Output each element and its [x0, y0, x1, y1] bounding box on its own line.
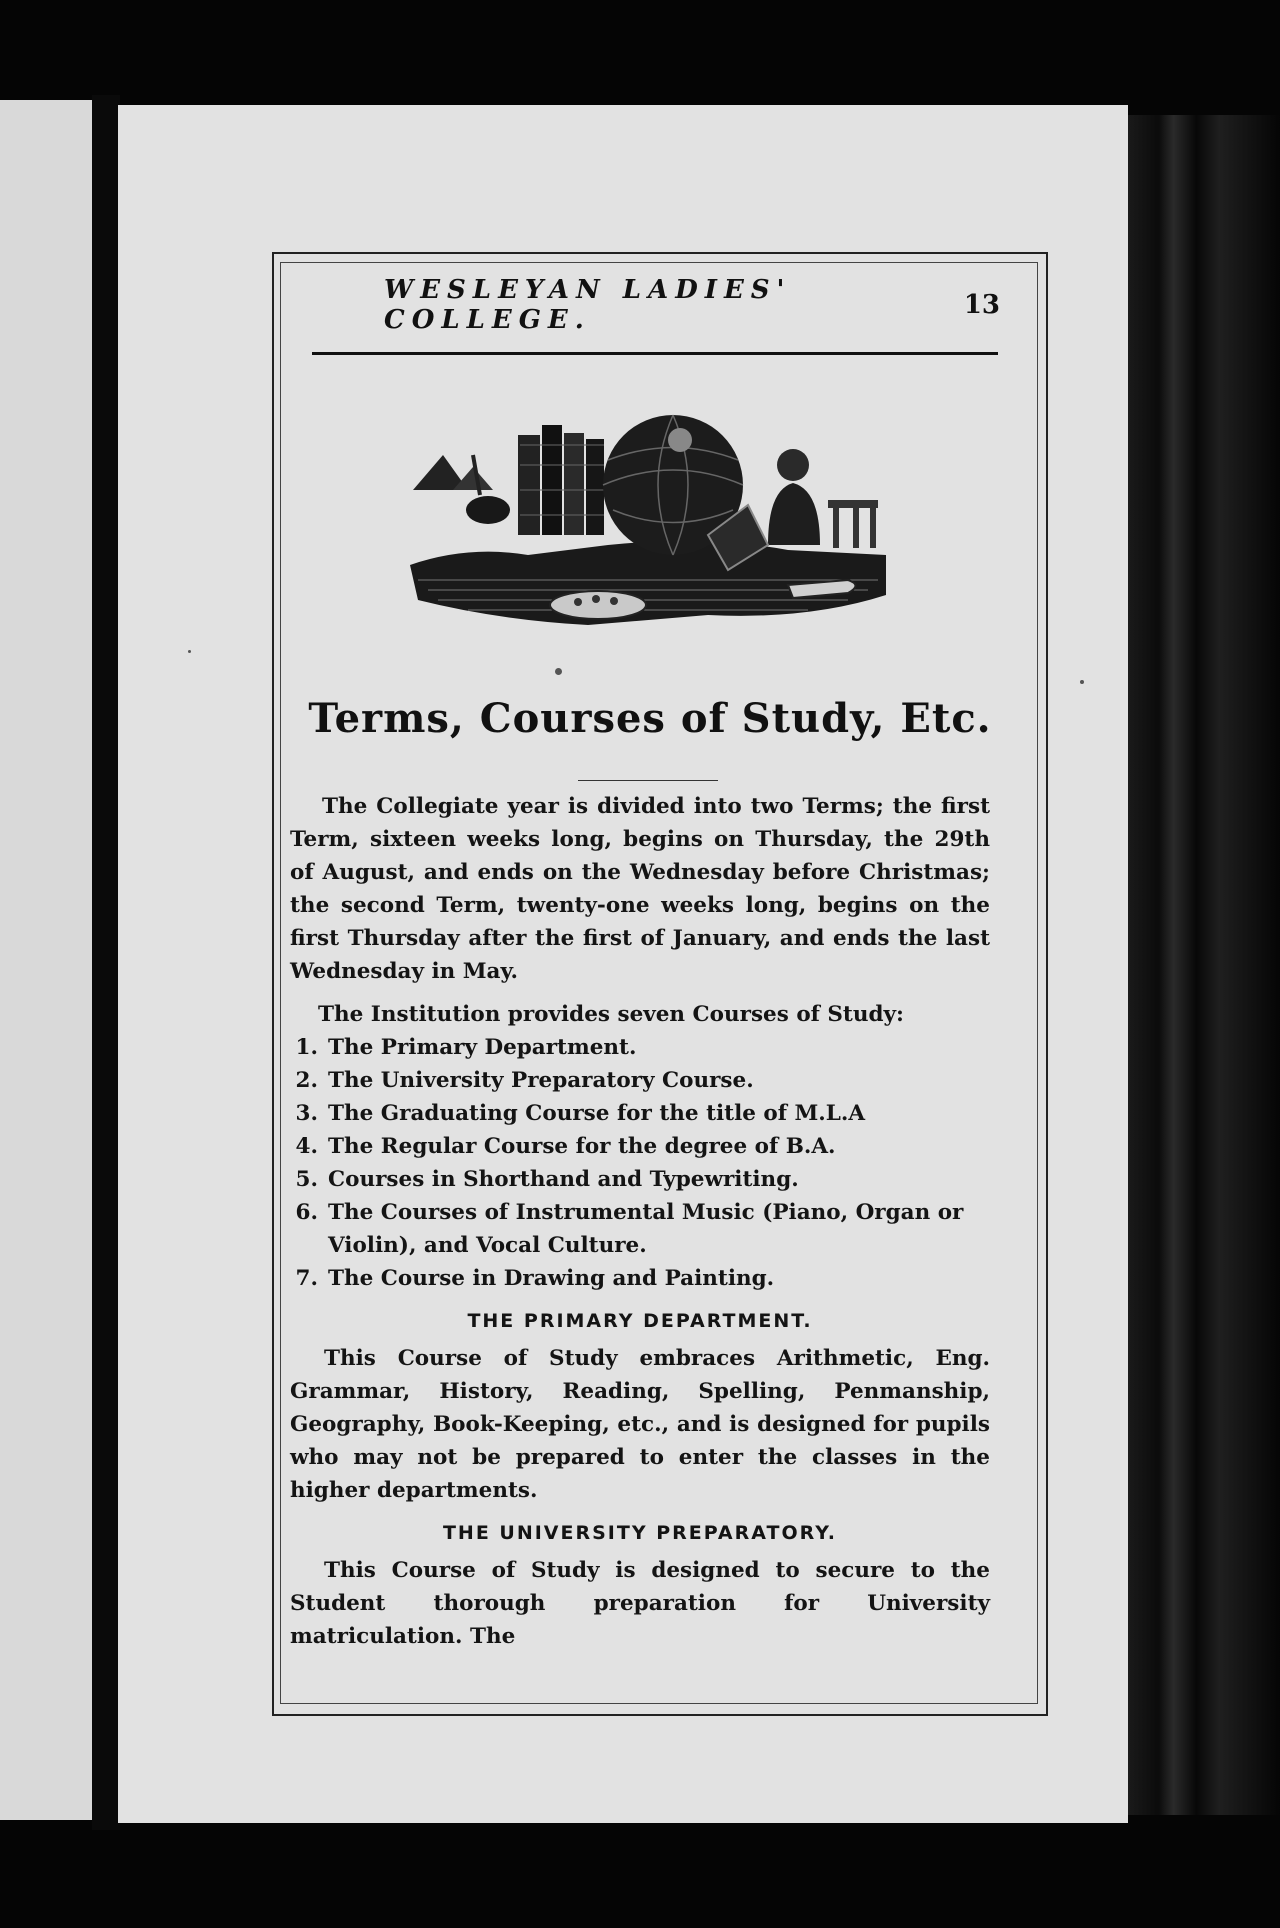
list-item [290, 1196, 990, 1262]
page-stack-edge [1128, 115, 1280, 1815]
header-rule [312, 352, 998, 355]
body-text [290, 790, 990, 1653]
intro-paragraph: The Collegiate year is divided into two Terms; the first Term, sixteen weeks long, begins on Thursday, the 29th of August, and ends on the Wednesday before Christmas; the second Term, twenty-one weeks long, begins on the first Thursday after the first of January, and ends the last Wednesday in May. [290, 794, 990, 984]
list-number: 2. [295, 1068, 318, 1093]
section-paragraph-university: This Course of Study is designed to secure to the Student thorough preparation for University matriculation. The [290, 1558, 990, 1649]
speck [555, 668, 562, 675]
list-text: The Courses of Instrumental Music (Piano, Organ or Violin), and Vocal Culture. [328, 1200, 964, 1258]
list-number: 6. [295, 1200, 318, 1225]
courses-list [290, 1031, 990, 1295]
section-title: Terms, Courses of Study, Etc. [308, 695, 992, 742]
list-item [290, 1031, 990, 1064]
section-heading-primary: THE PRIMARY DEPARTMENT. [467, 1310, 813, 1332]
list-text: The Graduating Course for the title of M.L.A [328, 1101, 866, 1126]
list-text: The Regular Course for the degree of B.A. [328, 1134, 836, 1159]
list-text: The Course in Drawing and Painting. [328, 1266, 775, 1291]
list-item [290, 1064, 990, 1097]
list-item [290, 1130, 990, 1163]
list-number: 7. [295, 1266, 318, 1291]
list-number: 1. [295, 1035, 318, 1060]
list-number: 5. [295, 1167, 318, 1192]
page-header [310, 275, 1000, 335]
list-item [290, 1262, 990, 1295]
title-rule [578, 780, 718, 781]
page-number: 13 [963, 290, 1000, 320]
list-text: Courses in Shorthand and Typewriting. [328, 1167, 799, 1192]
speck [188, 650, 191, 653]
section-paragraph-primary: This Course of Study embraces Arithmetic, Eng. Grammar, History, Reading, Spelling, Penmanship, Geography, Book-Keeping, etc., and is designed for pupils who may not be prepared to enter the classes in the higher departments. [290, 1346, 990, 1503]
list-text: The University Preparatory Course. [328, 1068, 754, 1093]
speck [1080, 680, 1084, 684]
list-number: 3. [295, 1101, 318, 1126]
engraving-illustration [408, 395, 888, 645]
book-gutter [92, 95, 120, 1830]
list-item [290, 1097, 990, 1130]
section-heading-university: THE UNIVERSITY PREPARATORY. [442, 1522, 838, 1544]
courses-intro: The Institution provides seven Courses of Study: [318, 1002, 904, 1027]
list-number: 4. [295, 1134, 318, 1159]
list-text: The Primary Department. [328, 1035, 637, 1060]
facing-page-edge [0, 100, 92, 1820]
running-head: WESLEYAN LADIES' COLLEGE. [384, 275, 792, 335]
list-item [290, 1163, 990, 1196]
